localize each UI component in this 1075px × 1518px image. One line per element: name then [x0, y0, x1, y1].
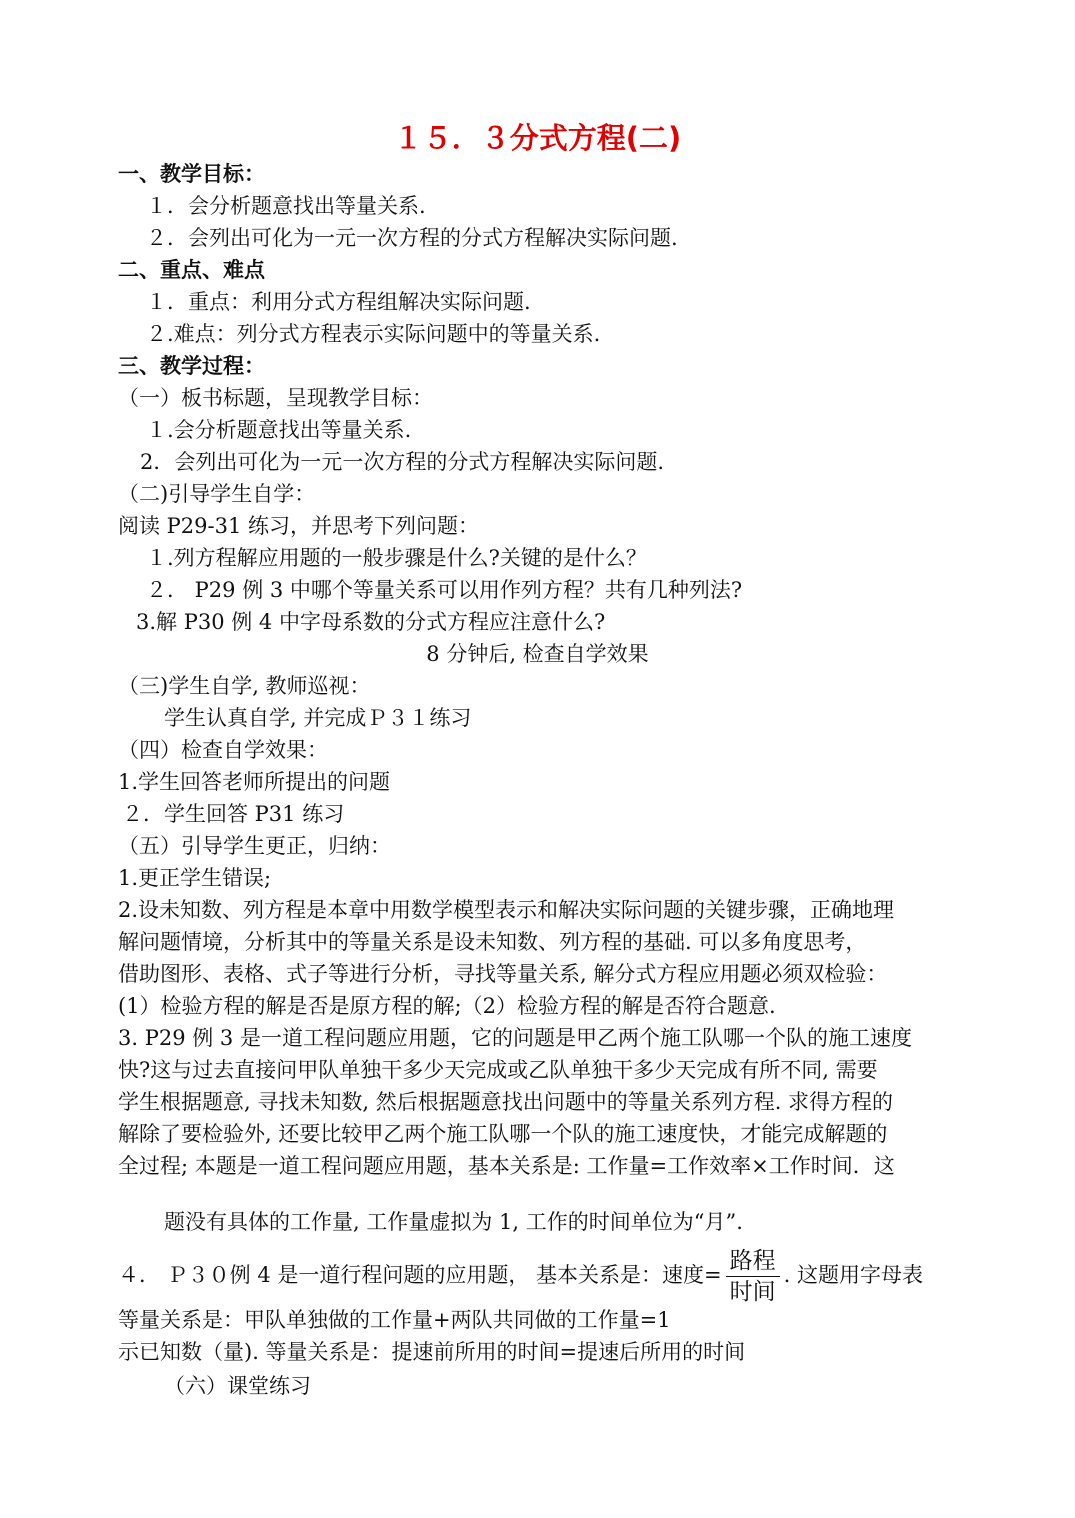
- text-line: 示已知数（量). 等量关系是：提速前所用的时间=提速后所用的时间: [118, 1340, 746, 1364]
- formula-line: [118, 1240, 923, 1310]
- text-line: 等量关系是：甲队单独做的工作量+两队共同做的工作量=1: [118, 1308, 671, 1332]
- formula-prefix: ４． Ｐ３０例 4 是一道行程问题的应用题， 基本关系是：速度=: [118, 1263, 722, 1287]
- page-title: １５．３分式方程(二): [393, 121, 682, 155]
- text-line: 3.解 P30 例 4 中字母系数的分式方程应注意什么?: [136, 610, 606, 634]
- text-line: １.列方程解应用题的一般步骤是什么?关键的是什么？: [146, 546, 647, 570]
- text-line: ２．学生回答 P31 练习: [122, 802, 345, 826]
- text-line: 解问题情境，分析其中的等量关系是设未知数、列方程的基础. 可以多角度思考，: [118, 930, 867, 954]
- text-line: 1.学生回答老师所提出的问题: [118, 770, 391, 794]
- text-line: ２．会列出可化为一元一次方程的分式方程解决实际问题.: [146, 226, 678, 250]
- text-line: 阅读 P29-31 练习，并思考下列问题：: [118, 514, 480, 538]
- text-line: １.会分析题意找出等量关系.: [146, 418, 412, 442]
- speed-fraction: [726, 1246, 780, 1307]
- text-line: （六）课堂练习: [164, 1374, 311, 1398]
- text-line: （二)引导学生自学：: [118, 482, 316, 506]
- text-line: 借助图形、表格、式子等进行分析，寻找等量关系, 解分式方程应用题必须双检验：: [118, 962, 888, 986]
- section-heading-keypoints: 二、重点、难点: [118, 258, 265, 282]
- text-line: （三)学生自学, 教师巡视：: [118, 674, 371, 698]
- section-heading-process: 三、教学过程：: [118, 354, 265, 378]
- text-line: 2.设未知数、列方程是本章中用数学模型表示和解决实际问题的关键步骤，正确地理: [118, 898, 895, 922]
- text-line: 快?这与过去直接问甲队单独干多少天完成或乙队单独干多少天完成有所不同, 需要: [118, 1058, 878, 1082]
- text-line: 学生根据题意, 寻找未知数, 然后根据题意找出问题中的等量关系列方程. 求得方程的: [118, 1090, 894, 1114]
- text-line: 题没有具体的工作量, 工作量虚拟为 1, 工作的时间单位为“月”.: [164, 1210, 743, 1234]
- text-line: （五）引导学生更正，归纳：: [118, 834, 391, 858]
- formula-suffix: . 这题用字母表: [783, 1263, 924, 1287]
- text-line: （四）检查自学效果：: [118, 738, 328, 762]
- text-line: 2．会列出可化为一元一次方程的分式方程解决实际问题.: [140, 450, 665, 474]
- text-line: 1.更正学生错误;: [118, 866, 272, 890]
- text-line: 3. P29 例 3 是一道工程问题应用题，它的问题是甲乙两个施工队哪一个队的施工速度: [118, 1026, 912, 1050]
- text-line: ２． P29 例 3 中哪个等量关系可以用作列方程？共有几种列法?: [146, 578, 743, 602]
- text-line: （一）板书标题，呈现教学目标：: [118, 386, 433, 410]
- fraction-numerator: 路程: [726, 1246, 780, 1277]
- text-line: 解除了要检验外, 还要比较甲乙两个施工队哪一个队的施工速度快，才能完成解题的: [118, 1122, 888, 1146]
- text-line: 学生认真自学, 并完成Ｐ３１练习: [164, 706, 472, 730]
- text-line: １．重点：利用分式方程组解决实际问题.: [146, 290, 531, 314]
- text-line: １．会分析题意找出等量关系.: [146, 194, 426, 218]
- section-heading-objectives: 一、教学目标：: [118, 162, 265, 186]
- fraction-denominator: 时间: [729, 1279, 776, 1305]
- text-line: ２.难点：列分式方程表示实际问题中的等量关系.: [146, 322, 601, 346]
- text-line: (1）检验方程的解是否是原方程的解;（2）检验方程的解是否符合题意.: [118, 994, 776, 1018]
- text-line-centered: 8 分钟后, 检查自学效果: [426, 642, 649, 666]
- text-line: 全过程; 本题是一道工程问题应用题，基本关系是: 工作量=工作效率×工作时间．这: [118, 1154, 895, 1178]
